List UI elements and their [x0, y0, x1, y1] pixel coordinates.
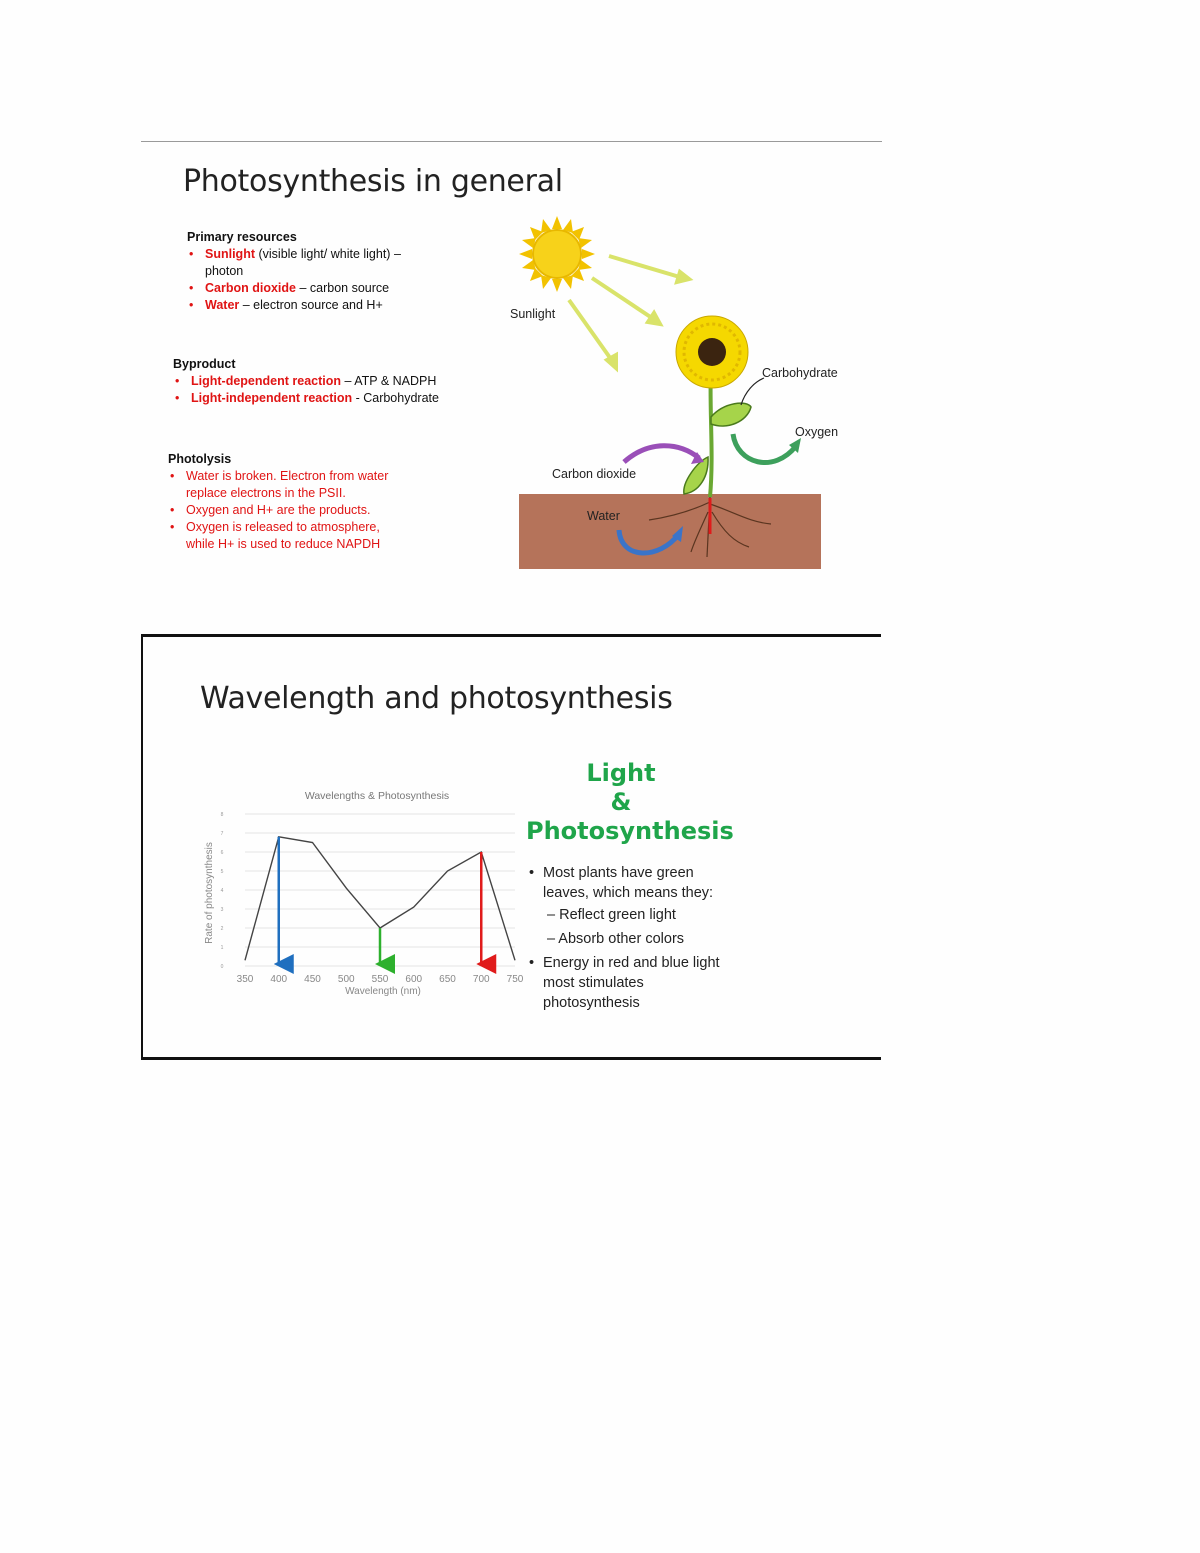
- photolysis-section: [168, 452, 408, 553]
- sunlight-label: Sunlight: [510, 307, 556, 321]
- chart-svg: [199, 787, 529, 1007]
- bullet-text: Most plants have green leaves, which means they:: [543, 865, 714, 901]
- slide-wavelength-photosynthesis: [141, 634, 881, 1060]
- y-tick-label: 2: [220, 926, 224, 932]
- carbohydrate-label: Carbohydrate: [762, 366, 838, 380]
- y-tick-label: 3: [220, 907, 224, 913]
- y-axis-label: Rate of photosynthesis: [204, 842, 215, 944]
- list-item: • Energy in red and blue light most stimulates photosynthesis: [529, 953, 729, 1013]
- byproduct-section: [173, 357, 473, 407]
- term: Light-dependent reaction: [191, 374, 341, 388]
- primary-resources-section: [187, 230, 417, 314]
- term: Light-independent reaction: [191, 391, 353, 405]
- y-tick-label: 6: [220, 850, 224, 856]
- description: - Carbohydrate: [352, 391, 439, 405]
- slide-title: Photosynthesis in general: [183, 164, 563, 199]
- heading-line: Photosynthesis: [526, 817, 734, 845]
- byproduct-list: [173, 373, 473, 407]
- list-item: [187, 246, 417, 280]
- list-item: • Oxygen and H+ are the products.: [168, 502, 408, 519]
- y-tick-label: 0: [220, 964, 224, 970]
- x-tick-label: 350: [236, 974, 254, 985]
- section-heading: Primary resources: [187, 230, 297, 244]
- x-tick-label: 600: [405, 974, 423, 985]
- term: Carbon dioxide: [205, 281, 296, 295]
- term: Sunlight: [205, 247, 255, 261]
- description: (visible light/ white light) – photon: [205, 247, 401, 278]
- chart-title: Wavelengths & Photosynthesis: [304, 790, 450, 802]
- y-tick-label: 8: [220, 812, 224, 818]
- list-item: • Oxygen is released to atmosphere, while H+ is used to reduce NAPDH: [168, 519, 408, 553]
- x-tick-label: 500: [337, 974, 355, 985]
- slide-photosynthesis-general: [141, 141, 882, 569]
- section-heading: Byproduct: [173, 357, 236, 371]
- carbon-dioxide-label: Carbon dioxide: [552, 467, 637, 481]
- sub-list-item: – Absorb other colors: [547, 929, 729, 949]
- water-label: Water: [587, 509, 620, 523]
- x-tick-label: 700: [472, 974, 490, 985]
- description: – ATP & NADPH: [341, 374, 437, 388]
- x-tick-label: 400: [270, 974, 288, 985]
- sub-list-item: – Reflect green light: [547, 905, 729, 925]
- list-item: [173, 390, 473, 407]
- description: – carbon source: [295, 281, 390, 295]
- light-photosynthesis-heading: [526, 759, 734, 846]
- list-item: • Water is broken. Electron from water replace electrons in the PSII.: [168, 468, 408, 502]
- x-tick-label: 550: [371, 974, 389, 985]
- y-tick-label: 1: [220, 945, 224, 951]
- photolysis-list: [168, 468, 408, 553]
- sunflower: [676, 316, 748, 388]
- list-item: [187, 280, 417, 297]
- plant-diagram-illustration: [509, 212, 849, 569]
- y-tick-label: 5: [220, 869, 224, 875]
- heading-line: Light: [586, 759, 656, 787]
- slide-title: Wavelength and photosynthesis: [200, 681, 673, 716]
- wavelength-chart: [199, 787, 529, 1007]
- oxygen-label: Oxygen: [795, 425, 839, 439]
- description: – electron source and H+: [239, 298, 383, 312]
- photosynthesis-diagram: [509, 212, 849, 569]
- sun-icon: [519, 216, 595, 292]
- y-tick-label: 4: [220, 888, 224, 894]
- x-tick-label: 650: [439, 974, 456, 985]
- list-item: [173, 373, 473, 390]
- x-axis-label: Wavelength (nm): [345, 986, 421, 997]
- section-heading: Photolysis: [168, 452, 232, 466]
- sub-bullet-list: [547, 905, 729, 949]
- slide2-bullet-list: [529, 863, 729, 1017]
- heading-line: &: [610, 788, 632, 816]
- x-tick-label: 750: [506, 974, 524, 985]
- primary-resources-list: [187, 246, 417, 314]
- term: Water: [205, 298, 240, 312]
- x-tick-label: 450: [304, 974, 321, 985]
- y-tick-label: 7: [220, 831, 224, 837]
- soil: [519, 494, 821, 569]
- list-item: [187, 297, 417, 314]
- list-item: [529, 863, 729, 949]
